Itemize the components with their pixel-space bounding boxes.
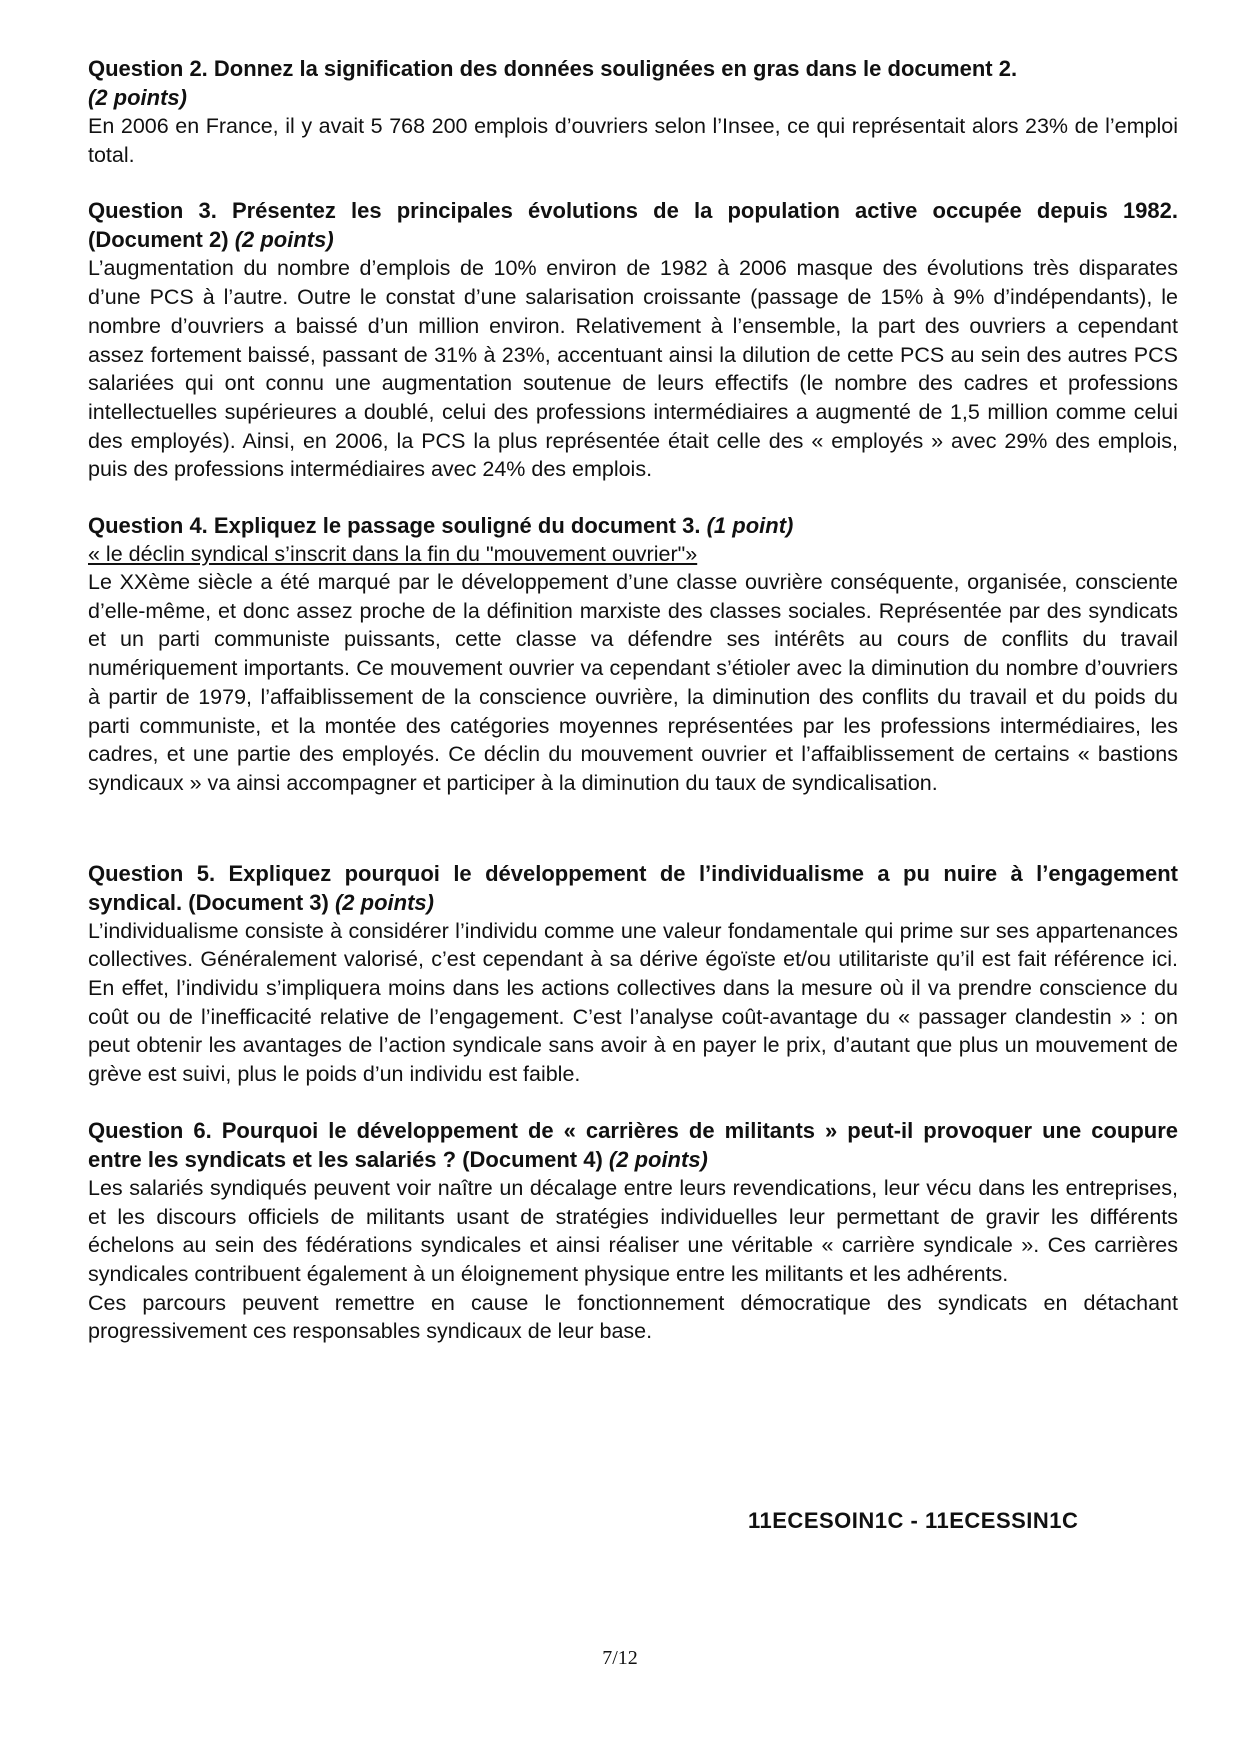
exam-code: 11ECESOIN1C - 11ECESSIN1C bbox=[748, 1508, 1079, 1533]
question-4-quote: « le déclin syndical s’inscrit dans la fin du "mouvement ouvrier"» bbox=[88, 542, 698, 567]
question-6-answer-continued: Ces parcours peuvent remettre en cause le fonctionnement démocratique des syndicats en détachant progressivement ces responsables syndicaux de leur base. bbox=[88, 1290, 1178, 1344]
question-5-title-text: Question 5. Expliquez pourquoi le développement de l’individualisme a pu nuire à l’engagement syndical. (Document 3) bbox=[88, 860, 1178, 915]
question-6-answer: Les salariés syndiqués peuvent voir naître un décalage entre leurs revendications, leur vécu dans les entreprises, et les discours officiels de militants usant de stratégies individuelles leur permettant de gravir les différents échelons au sein des fédérations syndicales et ainsi réaliser une véritable « carrière syndicale ». Ces carrières syndicales contribuent également à un éloignement physique entre les militants et les adhérents. bbox=[88, 1175, 1178, 1286]
question-5-answer: L’individualisme consiste à considérer l’individu comme une valeur fondamentale qui prime sur ses appartenances collectives. Généralement valorisé, c’est cependant à sa dérive égoïste et/ou utilitariste qu’il est fait référence ici. En effet, l’individu s’impliquera moins dans les actions collectives dans la mesure où il va prendre conscience du coût ou de l’inefficacité relative de l’engagement. C’est l’analyse coût-avantage du « passager clandestin » : on peut obtenir les avantages de l’action syndicale sans avoir à en payer le prix, d’autant que plus un mouvement de grève est suivi, plus le poids d’un individu est faible. bbox=[88, 918, 1178, 1087]
question-3-answer: L’augmentation du nombre d’emplois de 10% environ de 1982 à 2006 masque des évolutions très disparates d’une PCS à l’autre. Outre le constat d’une salarisation croissante (passage de 15% à 9% d’indépendants), le nombre d’ouvriers a baissé d’un million environ. Relativement à l’ensemble, la part des ouvriers a cependant assez fortement baissé, passant de 31% à 23%, accentuant ainsi la dilution de cette PCS au sein des autres PCS salariées qui ont connu une augmentation soutenue de leurs effectifs (le nombre des cadres et professions intellectuelles supérieures a doublé, celui des professions intermédiaires a augmenté de 1,5 million comme celui des employés). Ainsi, en 2006, la PCS la plus représentée était celle des « employés » avec 29% des emplois, puis des professions intermédiaires avec 24% des emplois. bbox=[88, 256, 1178, 482]
question-2-section bbox=[88, 54, 1178, 169]
question-5-title bbox=[88, 859, 1178, 917]
question-2-points: (2 points) bbox=[88, 85, 187, 110]
question-2-answer: En 2006 en France, il y avait 5 768 200 emplois d’ouvriers selon l’Insee, ce qui représentait alors 23% de l’emploi total. bbox=[88, 114, 1178, 167]
question-6-title bbox=[88, 1116, 1178, 1174]
question-3-points: (2 points) bbox=[234, 227, 334, 253]
question-3-title bbox=[88, 196, 1178, 254]
question-4-points: (1 point) bbox=[706, 513, 794, 539]
question-4-answer: Le XXème siècle a été marqué par le développement d’une classe ouvrière conséquente, organisée, consciente d’elle-même, et donc assez proche de la définition marxiste des classes sociales. Représentée par des syndicats et un parti communiste puissants, cette classe va défendre ses intérêts au cours de conflits du travail numériquement importants. Ce mouvement ouvrier va cependant s’étioler avec la diminution du nombre d’ouvriers à partir de 1979, l’affaiblissement de la conscience ouvrière, la diminution des conflits du travail et du poids du parti communiste, et la montée des catégories moyennes représentées par les professions intermédiaires, les cadres, et une partie des employés. Ce déclin du mouvement ouvrier et l’affaiblissement de certains « bastions syndicaux » va ainsi accompagner et participer à la diminution du taux de syndicalisation. bbox=[88, 570, 1178, 795]
question-2-title-text: Question 2. Donnez la signification des données soulignées en gras dans le document 2. bbox=[88, 56, 1018, 81]
question-6-points: (2 points) bbox=[608, 1146, 708, 1172]
question-4-title-text: Question 4. Expliquez le passage souligné du document 3. bbox=[88, 513, 701, 539]
question-6-section bbox=[88, 1116, 1178, 1346]
question-5-points: (2 points) bbox=[334, 889, 434, 915]
question-3-section bbox=[88, 196, 1178, 484]
page-number: 7/12 bbox=[602, 1647, 638, 1669]
question-2-title bbox=[88, 54, 1178, 112]
document-page bbox=[88, 50, 1178, 1346]
question-6-title-text: Question 6. Pourquoi le développement de « carrières de militants » peut-il provoquer une coupure entre les syndicats et les salariés ? (Document 4) bbox=[88, 1117, 1178, 1172]
question-4-section bbox=[88, 511, 1178, 798]
question-4-title bbox=[88, 511, 1178, 540]
question-5-section bbox=[88, 859, 1178, 1089]
question-3-title-text: Question 3. Présentez les principales évolutions de la population active occupée depuis 1982. (Document 2) bbox=[88, 198, 1178, 253]
